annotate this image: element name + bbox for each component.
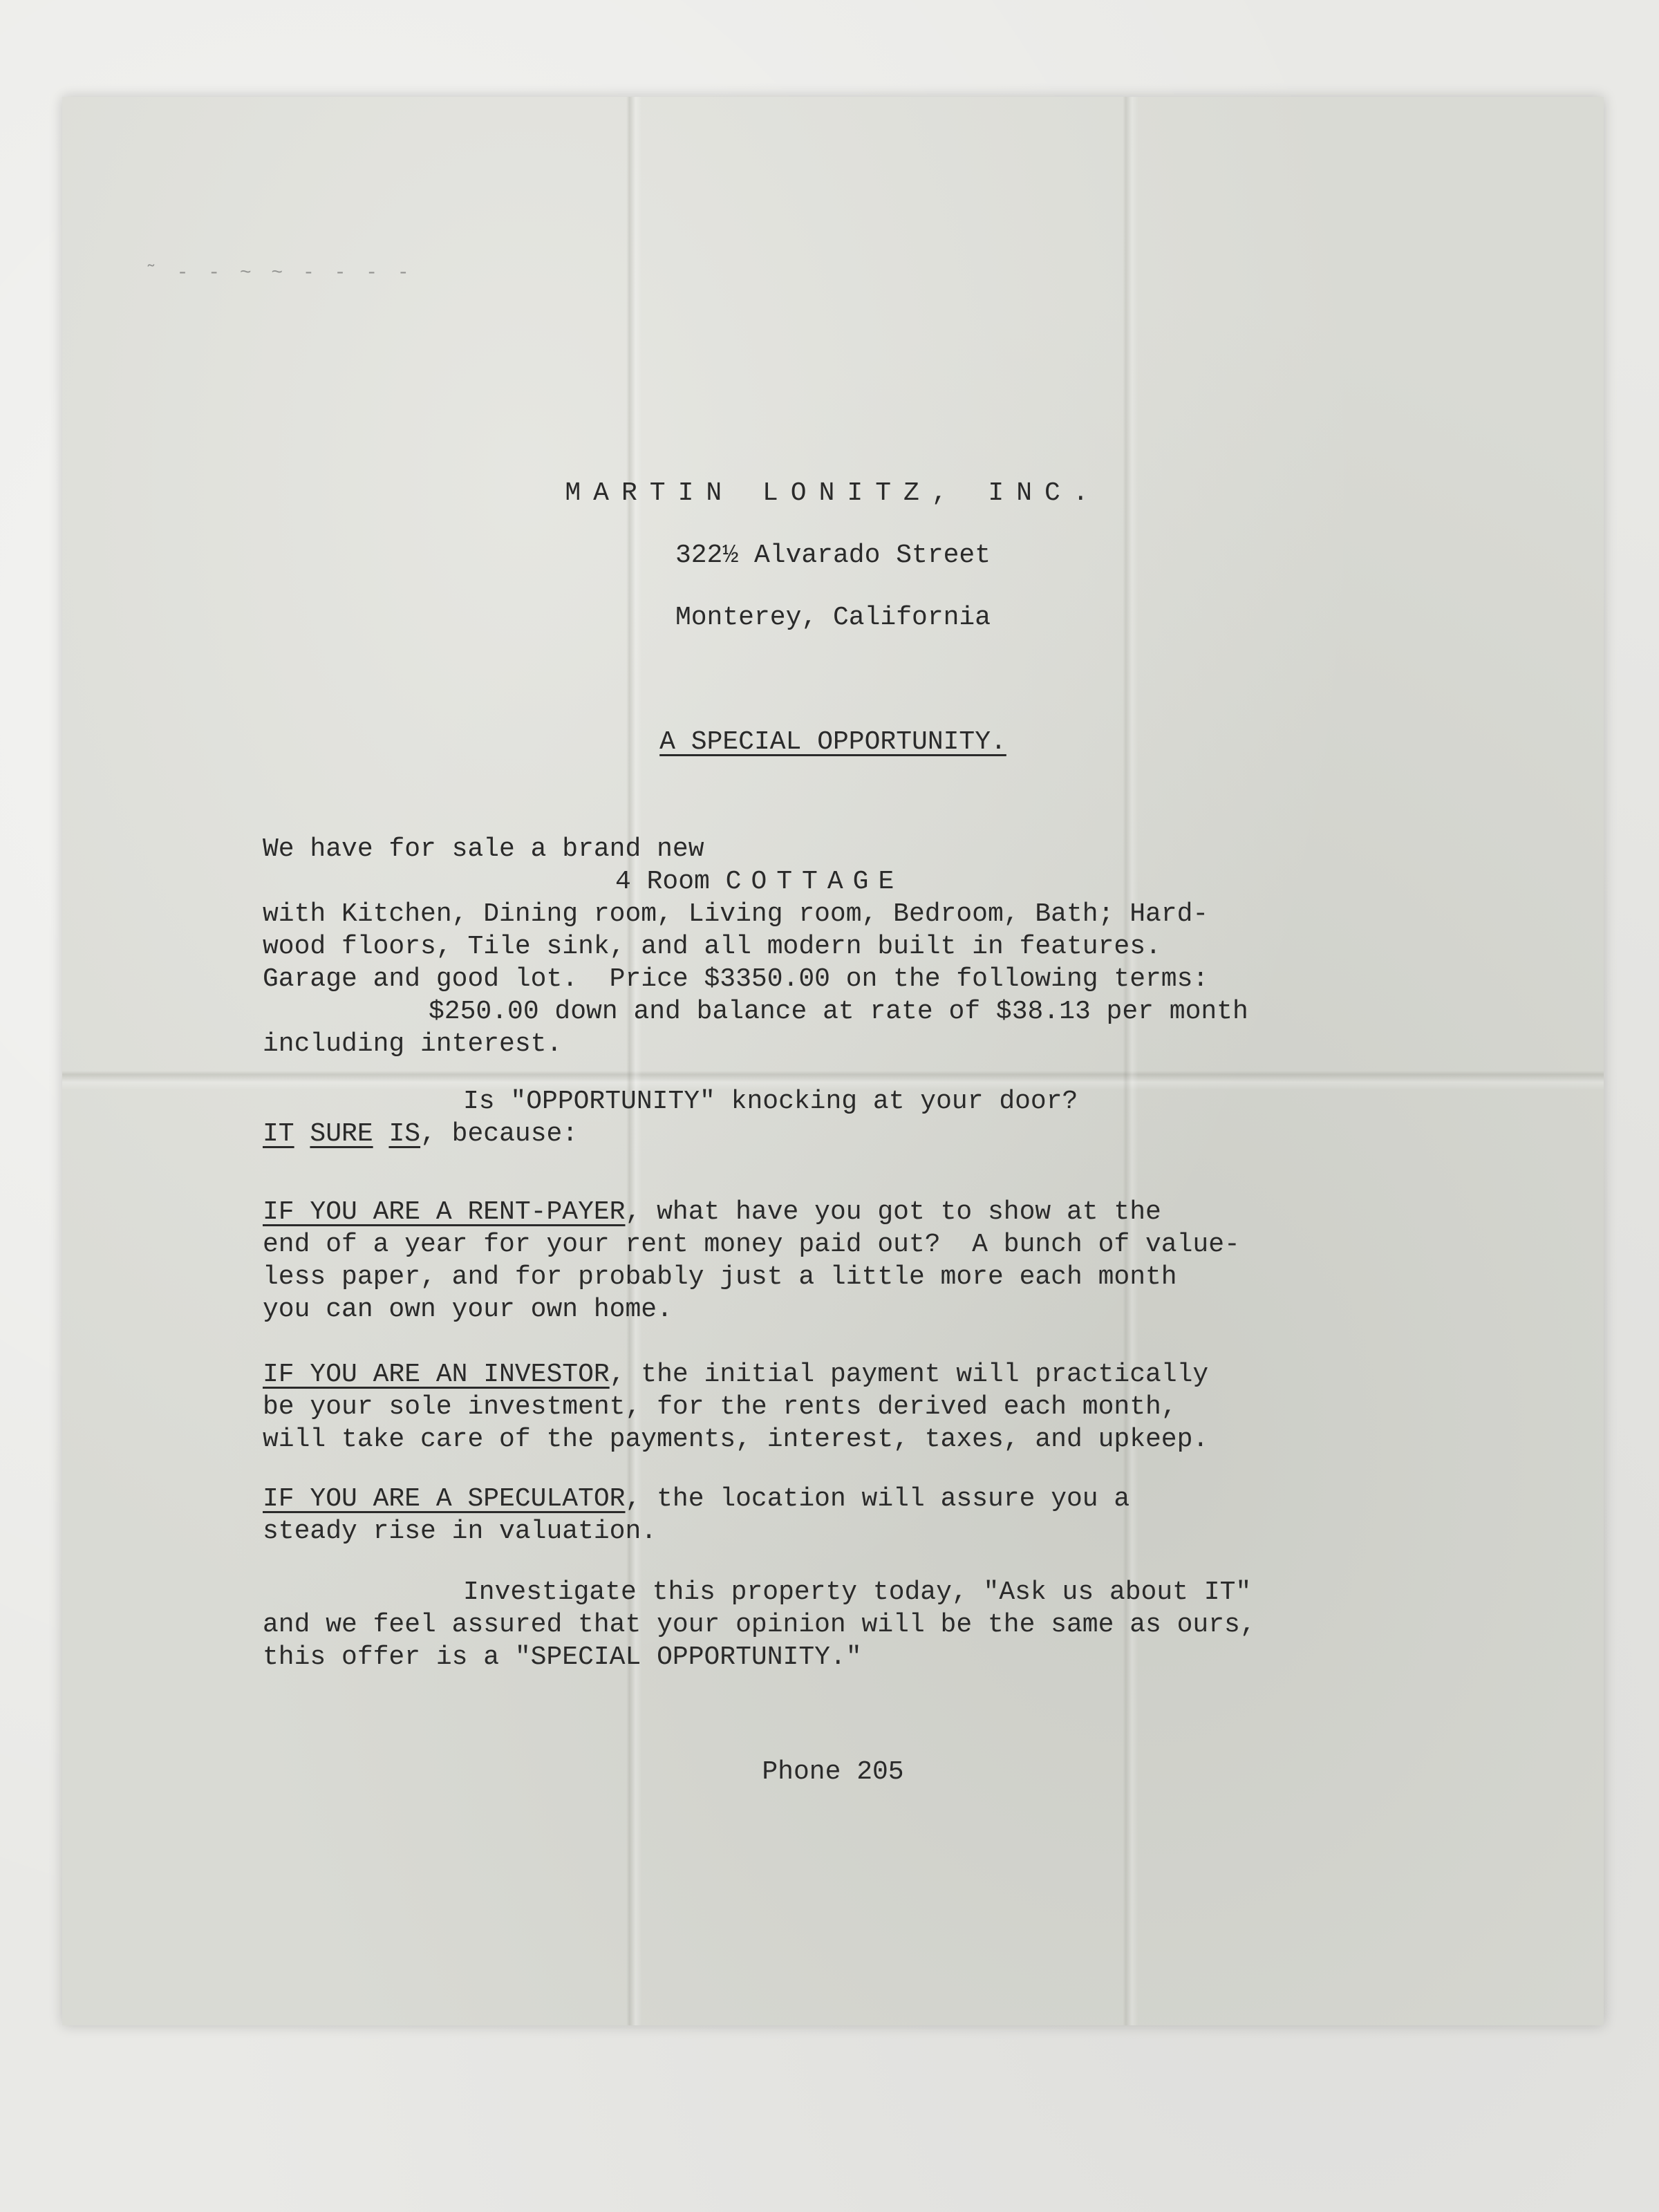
room-count: 4 Room bbox=[615, 867, 710, 897]
investor-line-1-rest: , the initial payment will practically bbox=[609, 1360, 1209, 1389]
speculator-line-1 bbox=[263, 1486, 1130, 1512]
intro-line-2 bbox=[615, 869, 903, 895]
company-city: Monterey, California bbox=[675, 603, 991, 632]
closing-line-2: and we feel assured that your opinion will be the same as ours, bbox=[263, 1610, 1256, 1640]
intro-line-1: We have for sale a brand new bbox=[263, 834, 704, 864]
answer-it: IT bbox=[263, 1119, 294, 1149]
investor-line-2: be your sole investment, for the rents derived each month, bbox=[263, 1392, 1177, 1422]
renter-line-1 bbox=[263, 1199, 1161, 1226]
renter-line-2: end of a year for your rent money paid out? A bunch of value- bbox=[263, 1230, 1240, 1259]
intro-line-6: $250.00 down and balance at rate of $38.13 per month bbox=[429, 997, 1248, 1027]
question-line: Is "OPPORTUNITY" knocking at your door? bbox=[463, 1087, 1078, 1116]
investor-line-1 bbox=[263, 1362, 1208, 1388]
phone-number: Phone 205 bbox=[762, 1757, 904, 1787]
renter-line-1-rest: , what have you got to show at the bbox=[625, 1197, 1161, 1227]
cottage-word: COTTAGE bbox=[725, 867, 904, 897]
typed-letter-page bbox=[62, 97, 1604, 2025]
intro-line-7: including interest. bbox=[263, 1029, 563, 1059]
speculator-line-1-rest: , the location will assure you a bbox=[625, 1484, 1130, 1514]
closing-line-1: Investigate this property today, "Ask us about IT" bbox=[463, 1577, 1252, 1607]
renter-line-3: less paper, and for probably just a little more each month bbox=[263, 1262, 1177, 1292]
renter-line-4: you can own your own home. bbox=[263, 1295, 673, 1324]
intro-line-3: with Kitchen, Dining room, Living room, Bedroom, Bath; Hard- bbox=[263, 899, 1209, 929]
investor-line-3: will take care of the payments, interest, taxes, and upkeep. bbox=[263, 1425, 1209, 1454]
answer-line bbox=[263, 1121, 578, 1147]
company-name: MARTIN LONITZ, INC. bbox=[565, 478, 1101, 508]
answer-rest: , because: bbox=[420, 1119, 579, 1149]
answer-is: IS bbox=[388, 1119, 421, 1149]
intro-line-5: Garage and good lot. Price $3350.00 on the following terms: bbox=[263, 964, 1209, 994]
intro-line-4: wood floors, Tile sink, and all modern built in features. bbox=[263, 932, 1161, 962]
closing-line-3: this offer is a "SPECIAL OPPORTUNITY." bbox=[263, 1642, 862, 1672]
answer-sure: SURE bbox=[310, 1119, 373, 1149]
company-street: 322½ Alvarado Street bbox=[675, 541, 991, 570]
stray-ink-mark: ˜ ‐ ‐ ~ ~ ‐ ‐ ‐ ‐ bbox=[145, 263, 413, 283]
page-title: A SPECIAL OPPORTUNITY. bbox=[659, 727, 1006, 757]
speculator-line-2: steady rise in valuation. bbox=[263, 1517, 657, 1546]
renter-lead: IF YOU ARE A RENT-PAYER bbox=[263, 1197, 626, 1227]
speculator-lead: IF YOU ARE A SPECULATOR bbox=[263, 1484, 626, 1514]
investor-lead: IF YOU ARE AN INVESTOR bbox=[263, 1360, 610, 1389]
